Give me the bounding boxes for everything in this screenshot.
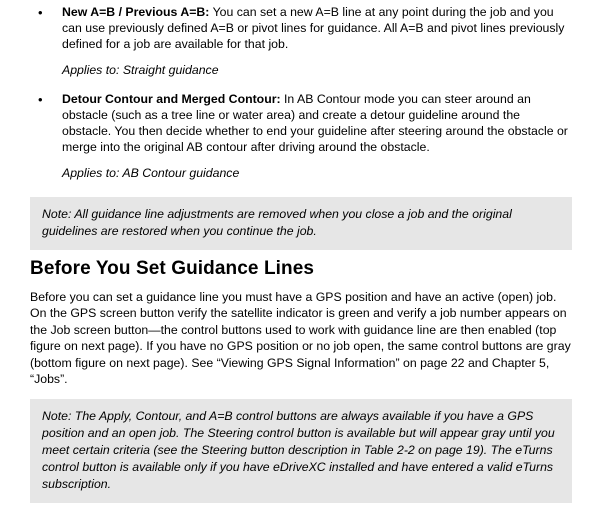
list-item	[30, 4, 572, 78]
bullet-list-section	[30, 4, 572, 183]
bullet-marker: •	[38, 91, 43, 107]
note-box-control-buttons	[30, 399, 572, 503]
bullet-paragraph	[62, 91, 572, 156]
section-body-paragraph: Before you can set a guidance line you must have a GPS position and have an active (open) job. On the GPS screen button verify the satellite indicator is green and verify a job number appears on the Job screen button—the control buttons used to work with guidance line are then enabled (top figure on next page). If you have no GPS position or no job open, the same control buttons are gray (bottom figure on next page). See “Viewing GPS Signal Information” on page 22 and Chapter 5, “Jobs”.	[30, 290, 571, 387]
note-text: Note: The Apply, Contour, and A=B control buttons are always available if you have a GPS position and an open job. The Steering control button is available but will appear gray until you meet certain criteria (see the Steering button description in Table 2-2 on page 19). The eTurns control button is available only if you have eDriveXC installed and have entered a valid eTurns subscription.	[42, 409, 555, 491]
bullet-marker: •	[38, 5, 43, 20]
applies-to-note: Applies to: AB Contour guidance	[62, 165, 240, 180]
bullet-body-text: You can set a new A=B line at any point during the job and you can use previously defined A=B or pivot lines for guidance. All A=B and pivot lines previously defined for a job are available for that job.	[62, 5, 565, 52]
bullet-lead-label: Detour Contour and Merged Contour:	[62, 91, 281, 106]
bullet-lead-label: New A=B / Previous A=B:	[62, 5, 210, 19]
bullet-body-text: In AB Contour mode you can steer around an obstacle (such as a tree line or water area) and create a detour guideline around the obstacle. You then decide whether to end your guideline after steering around the obstacle or merge into the original AB contour after driving around the obstacle.	[62, 91, 568, 155]
list-item	[30, 91, 572, 181]
bullet-paragraph	[62, 4, 572, 53]
note-box-guidance-adjustments	[30, 197, 572, 250]
guidance-bullet-list	[30, 4, 572, 181]
applies-to-note: Applies to: Straight guidance	[62, 62, 219, 77]
note-text: Note: All guidance line adjustments are removed when you close a job and the original guidelines are restored when you continue the job.	[42, 207, 512, 238]
page-title: Before You Set Guidance Lines	[30, 258, 315, 279]
